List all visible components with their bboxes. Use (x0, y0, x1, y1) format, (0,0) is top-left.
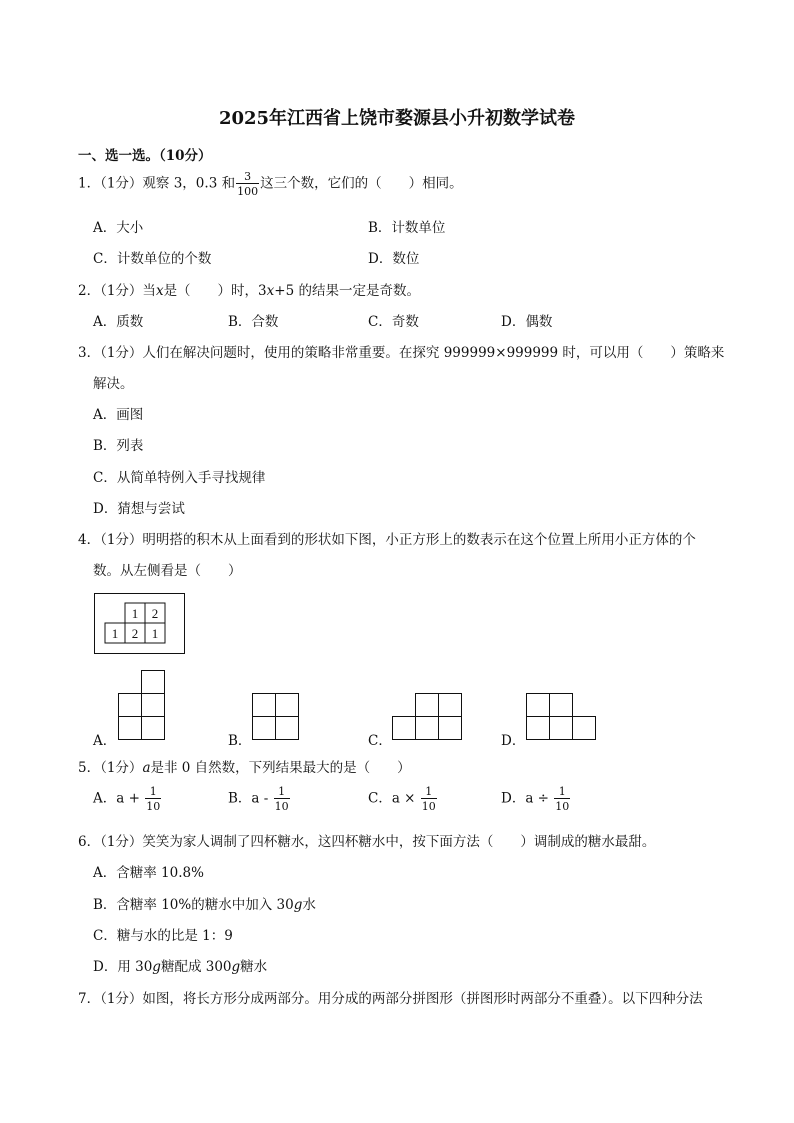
question-5-stem (78, 756, 411, 776)
q5-text-a: 5．（1分） (78, 760, 143, 776)
q4-option-b-figure (252, 693, 300, 741)
q5-frac-den: 10 (146, 800, 161, 813)
q4-option-c-label: C． (368, 733, 392, 749)
q3-option-a: A．画图 (93, 407, 144, 423)
q1-option-a: A．大小 (93, 220, 144, 236)
q5-b-fraction (274, 786, 290, 812)
question-2-stem (78, 279, 420, 299)
q5-option-b (228, 786, 291, 812)
question-6-stem: 6．（1分）笑笑为家人调制了四杯糖水，这四杯糖水中，按下面方法（ ）调制成的糖水最甜。 (78, 834, 656, 850)
q5-var: a (142, 760, 151, 776)
q5-a-fraction (145, 786, 161, 812)
q6-option-c: C．糖与水的比是 1：9 (93, 928, 233, 944)
q5-option-c (368, 786, 438, 812)
q2-var: x (155, 283, 164, 299)
q2-option-d: D．偶数 (501, 314, 553, 330)
q2-var2: x (266, 283, 275, 299)
question-7-line-1: 7．（1分）如图，将长方形分成两部分。用分成的两部分拼图形（拼图形时两部分不重叠）。以下四种分法 (78, 991, 703, 1007)
question-3-line-2: 解决。 (93, 376, 134, 392)
grid-cell-value: 1 (131, 606, 139, 621)
grid-cell-value: 1 (111, 626, 119, 641)
question-3-line-1: 3．（1分）人们在解决问题时，使用的策略非常重要。在探究 999999×999999 时，可以用（ ）策略来 (78, 345, 725, 361)
question-4-line-2: 数。从左侧看是（ ） (93, 563, 242, 579)
q6-option-b (93, 893, 316, 913)
q4-top-view-figure (94, 593, 186, 655)
q1-fraction (236, 171, 259, 197)
q4-option-b-label: B． (228, 733, 252, 749)
q3-option-b: B．列表 (93, 438, 144, 454)
grid-cell-value: 2 (151, 606, 159, 621)
q3-option-c: C．从简单特例入手寻找规律 (93, 470, 266, 486)
q5-b-text: B．a - (228, 790, 269, 807)
q6-d-text-a: D．用 30 (93, 959, 153, 975)
q5-frac-num: 1 (278, 785, 286, 798)
q4-option-d-figure (526, 693, 598, 741)
q1-text-a: 1．（1分）观察 3，0.3 和 (78, 175, 236, 192)
q6-d-text-b: 糖配成 300 (160, 959, 232, 975)
question-4-line-1: 4．（1分）明明搭的积木从上面看到的形状如下图，小正方形上的数表示在这个位置上所用小正方体的个 (78, 532, 696, 548)
q2-option-c: C．奇数 (368, 314, 419, 330)
q5-frac-num: 1 (425, 785, 433, 798)
q2-option-a: A．质数 (93, 314, 144, 330)
q6-option-a: A．含糖率 10.8% (93, 865, 204, 881)
q5-a-text: A．a + (93, 790, 140, 807)
q4-option-d-label: D． (501, 733, 526, 749)
grid-cell-value: 2 (131, 626, 139, 641)
section-heading: 一、选一选。（10分） (78, 148, 212, 164)
q5-frac-num: 1 (149, 785, 157, 798)
q6-d-text-c: 糖水 (240, 959, 268, 975)
q5-text-b: 是非 0 自然数，下列结果最大的是（ ） (150, 760, 411, 776)
q1-option-b: B．计数单位 (368, 220, 446, 236)
q3-option-d: D．猜想与尝试 (93, 501, 185, 517)
q5-frac-num: 1 (558, 785, 566, 798)
q6-d-unit: g (231, 959, 241, 975)
q6-b-unit: g (293, 897, 303, 913)
q5-c-fraction (421, 786, 437, 812)
q1-frac-den: 100 (237, 185, 259, 198)
grid-cell-value: 1 (151, 626, 159, 641)
q1-option-c: C．计数单位的个数 (93, 251, 212, 267)
q5-frac-den: 10 (274, 800, 289, 813)
q4-option-a-figure (118, 670, 166, 742)
q2-text-c: +5 的结果一定是奇数。 (274, 283, 420, 299)
q5-option-d (501, 786, 571, 812)
q6-d-unit: g (152, 959, 161, 975)
q5-c-text: C．a × (368, 790, 416, 807)
q2-text-b: 是（ ）时，3 (163, 283, 267, 299)
q6-option-d (93, 955, 267, 975)
question-1-stem (78, 171, 463, 197)
q5-d-text: D．a ÷ (501, 790, 549, 807)
q5-d-fraction (554, 786, 570, 812)
q5-frac-den: 10 (555, 800, 570, 813)
q6-b-text-a: B．含糖率 10%的糖水中加入 30 (93, 897, 294, 913)
q2-option-b: B．合数 (228, 314, 279, 330)
q4-option-a-label: A． (93, 733, 117, 749)
q1-option-d: D．数位 (368, 251, 420, 267)
q1-text-b: 这三个数，它们的（ ）相同。 (260, 175, 463, 192)
q4-option-c-figure (392, 693, 464, 741)
q5-option-a (93, 786, 162, 812)
page-title: 2025年江西省上饶市婺源县小升初数学试卷 (218, 108, 576, 129)
q1-frac-num: 3 (244, 170, 252, 183)
q6-b-text-b: 水 (302, 897, 316, 913)
q2-text-a: 2．（1分）当 (78, 283, 156, 299)
q5-frac-den: 10 (421, 800, 436, 813)
